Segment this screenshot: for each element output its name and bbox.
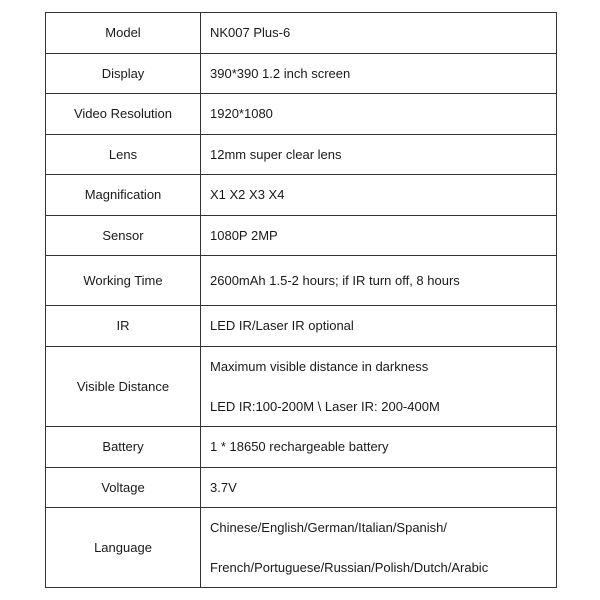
table-row xyxy=(46,135,557,175)
visible-distance-line-2: LED IR:100-200M \ Laser IR: 200-400M xyxy=(210,398,440,414)
visible-distance-line-1: Maximum visible distance in darkness xyxy=(210,358,429,374)
table-row xyxy=(46,13,557,54)
spec-value-display: 390*390 1.2 inch screen xyxy=(201,54,557,94)
spec-label-video-resolution: Video Resolution xyxy=(46,94,201,135)
spec-label-ir: IR xyxy=(46,306,201,347)
spec-value-model: NK007 Plus-6 xyxy=(201,13,557,54)
language-line-2: French/Portuguese/Russian/Polish/Dutch/Arabic xyxy=(210,559,489,575)
spec-value-working-time: 2600mAh 1.5-2 hours; if IR turn off, 8 hours xyxy=(201,256,557,306)
table-row xyxy=(46,256,557,306)
spec-label-lens: Lens xyxy=(46,135,201,175)
spec-value-battery: 1 * 18650 rechargeable battery xyxy=(201,427,557,468)
spec-value-sensor: 1080P 2MP xyxy=(201,216,557,256)
table-row xyxy=(46,94,557,135)
spec-value-voltage: 3.7V xyxy=(201,468,557,508)
table-row xyxy=(46,54,557,94)
table-row xyxy=(46,347,557,427)
table-row xyxy=(46,508,557,588)
table-row xyxy=(46,468,557,508)
language-line-1: Chinese/English/German/Italian/Spanish/ xyxy=(210,519,448,535)
spec-label-battery: Battery xyxy=(46,427,201,468)
spec-value-language xyxy=(201,508,557,588)
spec-value-lens: 12mm super clear lens xyxy=(201,135,557,175)
specification-table xyxy=(45,12,557,588)
spec-label-model: Model xyxy=(46,13,201,54)
spec-label-sensor: Sensor xyxy=(46,216,201,256)
table-row xyxy=(46,306,557,347)
spec-label-display: Display xyxy=(46,54,201,94)
table-row xyxy=(46,216,557,256)
table-row xyxy=(46,427,557,468)
spec-value-video-resolution: 1920*1080 xyxy=(201,94,557,135)
spec-value-ir: LED IR/Laser IR optional xyxy=(201,306,557,347)
spec-label-magnification: Magnification xyxy=(46,175,201,216)
spec-label-language: Language xyxy=(46,508,201,588)
table-row xyxy=(46,175,557,216)
spec-value-magnification: X1 X2 X3 X4 xyxy=(201,175,557,216)
spec-value-visible-distance xyxy=(201,347,557,427)
spec-label-voltage: Voltage xyxy=(46,468,201,508)
spec-label-visible-distance: Visible Distance xyxy=(46,347,201,427)
spec-label-working-time: Working Time xyxy=(46,256,201,306)
